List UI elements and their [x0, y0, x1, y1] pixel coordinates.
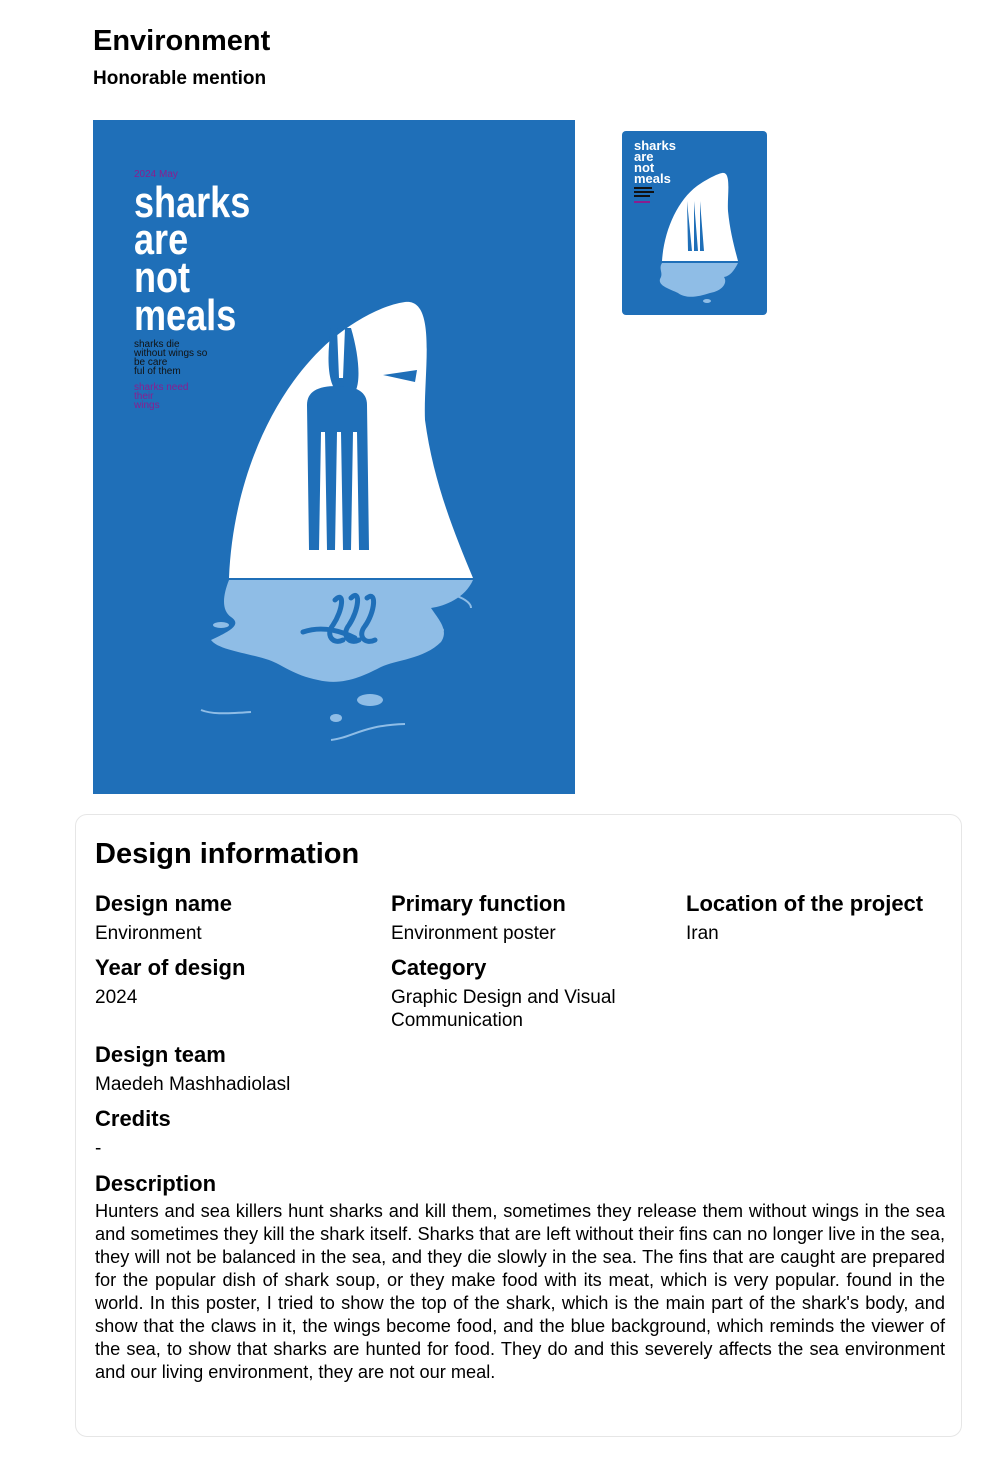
category-label: Category [391, 955, 487, 980]
field-credits [95, 1106, 495, 1160]
design-info-title: Design information [95, 838, 360, 870]
team-label: Design team [95, 1042, 226, 1067]
poster-date: 2024 May [134, 169, 178, 180]
field-primary-function [391, 891, 671, 945]
poster-thumbnail[interactable] [622, 131, 767, 315]
field-team [95, 1042, 495, 1096]
category-value: Graphic Design and Visual Communication [391, 987, 616, 1031]
poster-main-svg [93, 120, 575, 794]
poster-body-3: be care [134, 357, 168, 368]
poster-headline-1: sharks [134, 177, 251, 227]
design-name-label: Design name [95, 891, 232, 916]
poster-main-image[interactable] [93, 120, 575, 794]
field-category [391, 955, 656, 1032]
primary-function-label: Primary function [391, 891, 566, 916]
poster-accent-2: their [134, 391, 154, 402]
field-description [95, 1171, 945, 1384]
description-value: Hunters and sea killers hunt sharks and kill them, sometimes they release them without wings in the sea and sometimes they kill the shark itself. Sharks that are left without their fins can no longer live in the sea, they will not be balanced in the sea, and they die slowly in the sea. The fins that are caught are prepared for the popular dish of shark soup, or they make food with its meat, which is very popular. found in the world. In this poster, I tried to show the top of the shark, which is the main part of the shark's body, and show that the claws in it, the wings become food, and the blue background, which reminds the viewer of the sea, to show that sharks are hunted for food. They do and this severely affects the sea environment and our living environment, they are not our meal. [95, 1201, 945, 1382]
poster-thumbnail-svg [622, 131, 767, 315]
poster-body-1: sharks die [134, 339, 180, 350]
field-location [686, 891, 956, 945]
page-title: Environment [93, 25, 271, 57]
poster-accent-1: sharks need [134, 382, 189, 393]
poster-body-4: ful of them [134, 366, 181, 377]
primary-function-value: Environment poster [391, 923, 556, 944]
team-value: Maedeh Mashhadiolasl [95, 1074, 291, 1095]
poster-headline-2: are [134, 214, 189, 264]
year-value: 2024 [95, 987, 138, 1008]
thumb-headline-3: not [634, 160, 655, 175]
location-label: Location of the project [686, 891, 924, 916]
description-label: Description [95, 1171, 217, 1196]
field-year [95, 955, 375, 1009]
design-info-card [75, 814, 962, 1437]
year-label: Year of design [95, 955, 246, 980]
credits-value: - [95, 1138, 102, 1159]
thumb-headline-4: meals [634, 171, 671, 186]
thumb-headline-2: are [634, 149, 654, 164]
poster-body-2: without wings so [134, 348, 208, 359]
poster-accent-3: wings [134, 400, 160, 411]
poster-headline-3: not [134, 252, 191, 302]
thumb-headline-1: sharks [634, 138, 676, 153]
poster-headline-4: meals [134, 290, 237, 340]
credits-label: Credits [95, 1106, 171, 1131]
award-label: Honorable mention [93, 68, 267, 89]
location-value: Iran [686, 923, 719, 944]
design-name-value: Environment [95, 923, 202, 944]
field-design-name [95, 891, 375, 945]
